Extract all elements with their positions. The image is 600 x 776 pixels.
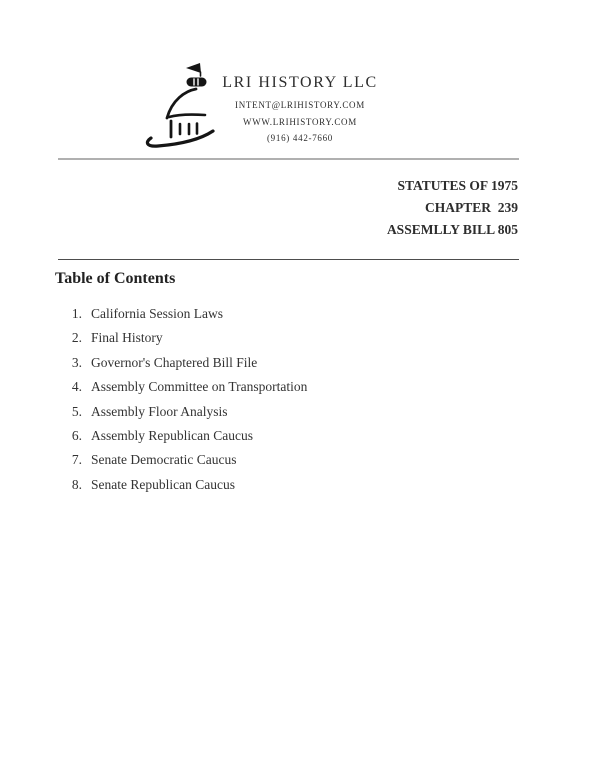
toc-item-label: Senate Republican Caucus [91, 476, 235, 492]
company-phone: (916) 442-7660 [266, 133, 334, 143]
toc-item-label: Final History [91, 330, 163, 346]
toc-heading: Table of Contents [55, 270, 176, 287]
toc-item-label: Senate Democratic Caucus [91, 452, 237, 468]
toc-item-number: 4. [71, 379, 82, 395]
divider-middle [58, 259, 519, 260]
company-website: WWW.LRIHISTORY.COM [243, 116, 357, 127]
toc-item-number: 1. [71, 306, 82, 321]
toc-item [55, 448, 307, 472]
toc-item [55, 473, 307, 497]
toc-item-number: 2. [71, 330, 82, 346]
letterhead [0, 74, 600, 147]
toc-item [55, 326, 307, 350]
bill-reference-block [387, 175, 518, 241]
toc-list [55, 302, 307, 497]
toc-item-number: 5. [71, 403, 82, 419]
toc-item-number: 3. [71, 354, 82, 370]
toc-item-label: California Session Laws [91, 306, 223, 321]
toc-item-label: Assembly Republican Caucus [91, 427, 253, 443]
toc-item-number: 7. [71, 452, 82, 468]
toc-item [55, 375, 307, 399]
company-email: INTENT@LRIHISTORY.COM [235, 100, 365, 110]
toc-item [55, 351, 307, 375]
toc-item [55, 400, 307, 424]
toc-item-number: 8. [71, 476, 82, 492]
assembly-bill-line: ASSEMLLY BILL 805 [386, 222, 518, 237]
statutes-line: STATUTES OF 1975 [397, 178, 518, 193]
toc-item [55, 424, 307, 448]
toc-item-number: 6. [71, 427, 82, 443]
chapter-line: CHAPTER 239 [424, 200, 518, 215]
toc-item-label: Assembly Floor Analysis [91, 403, 228, 419]
divider-top [58, 158, 519, 160]
toc-item-label: Governor's Chaptered Bill File [91, 354, 258, 370]
toc-item-label: Assembly Committee on Transportation [91, 379, 308, 395]
company-name: LRI HISTORY LLC [222, 74, 378, 91]
toc-item [55, 302, 307, 326]
